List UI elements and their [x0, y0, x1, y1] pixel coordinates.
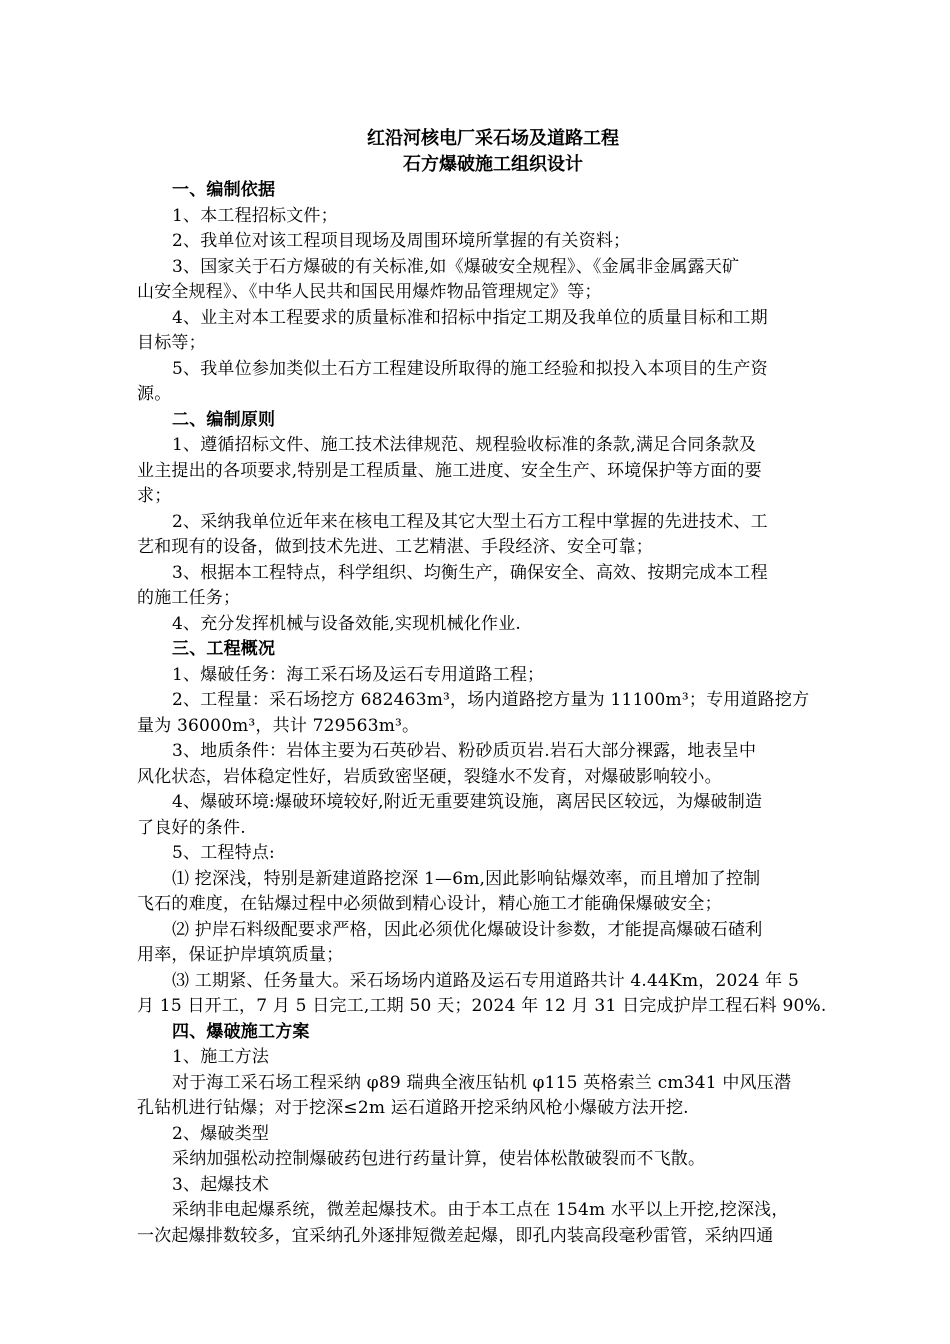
text-line: 3、起爆技术 [172, 1174, 270, 1195]
text-line: 一次起爆排数较多，宜采纳孔外逐排短微差起爆，即孔内装高段毫秒雷管，采纳四通 [137, 1225, 774, 1246]
text-line: 1、遵循招标文件、施工技术法律规范、规程验收标准的条款,满足合同条款及 [172, 435, 757, 455]
text-line: 飞石的难度，在钻爆过程中必须做到精心设计，精心施工才能确保爆破安全； [137, 894, 722, 914]
text-line: 的施工任务； [137, 588, 241, 608]
text-line: 2、采纳我单位近年来在核电工程及其它大型土石方工程中掌握的先进技术、工 [172, 511, 768, 532]
paragraph-lines [137, 178, 849, 1249]
text-line: 了良好的条件. [137, 817, 246, 838]
text-line: ⑶ 工期紧、任务量大。采石场场内道路及运石专用道路共计 4.44Km，2024 年 5 [172, 970, 799, 991]
text-line: 4、充分发挥机械与设备效能,实现机械化作业. [172, 613, 522, 634]
text-line: 1、爆破任务：海工采石场及运石专用道路工程； [172, 664, 545, 685]
text-line: 风化状态，岩体稳定性好，岩质致密坚硬，裂缝水不发育，对爆破影响较小。 [137, 766, 722, 787]
section-heading: 二、编制原则 [172, 409, 276, 430]
text-line: 业主提出的各项要求,特别是工程质量、施工进度、安全生产、环境保护等方面的要 [137, 460, 762, 481]
text-line: 求； [137, 486, 172, 506]
section-heading: 四、爆破施工方案 [172, 1021, 310, 1042]
text-line: 艺和现有的设备，做到技术先进、工艺精湛、手段经济、安全可靠； [137, 537, 653, 557]
text-line: 5、我单位参加类似土石方工程建设所取得的施工经验和拟投入本项目的生产资 [172, 358, 768, 379]
section-heading: 一、编制依据 [172, 180, 276, 200]
text-line: 2、我单位对该工程项目现场及周围环境所掌握的有关资料； [172, 231, 631, 251]
text-line: 4、业主对本工程要求的质量标准和招标中指定工期及我单位的质量目标和工期 [172, 307, 768, 328]
text-line: 3、根据本工程特点，科学组织、均衡生产，确保安全、高效、按期完成本工程 [172, 562, 768, 583]
text-line: 目标等； [137, 333, 206, 353]
text-line: 量为 36000m³，共计 729563m³。 [137, 715, 420, 736]
text-line: 1、本工程招标文件； [172, 205, 338, 226]
text-line: 2、工程量：采石场挖方 682463m³，场内道路挖方量为 11100m³；专用道路挖方 [172, 690, 810, 710]
text-line: 5、工程特点: [172, 843, 275, 863]
text-line: 4、爆破环境:爆破环境较好,附近无重要建筑设施，离居民区较远，为爆破制造 [172, 792, 763, 812]
document-subtitle: 石方爆破施工组织设计 [403, 154, 583, 175]
text-line: 2、爆破类型 [172, 1123, 270, 1144]
text-line: 对于海工采石场工程采纳 φ89 瑞典全液压钻机 φ115 英格索兰 cm341 中风压潜 [172, 1072, 792, 1093]
section-heading: 三、工程概况 [172, 639, 276, 659]
text-line: 1、施工方法 [172, 1047, 270, 1067]
text-line: 采纳非电起爆系统，微差起爆技术。由于本工点在 154m 水平以上开挖,挖深浅， [172, 1200, 789, 1220]
text-line: 山安全规程》、《中华人民共和国民用爆炸物品管理规定》等； [137, 282, 602, 302]
text-line: 3、地质条件：岩体主要为石英砂岩、粉砂质页岩.岩石大部分裸露，地表呈中 [172, 741, 757, 761]
document-body [137, 126, 849, 1249]
document-title: 红沿河核电厂采石场及道路工程 [367, 128, 619, 149]
text-line: 采纳加强松动控制爆破药包进行药量计算，使岩体松散破裂而不飞散。 [172, 1149, 706, 1169]
text-line: 用率，保证护岸填筑质量； [137, 945, 344, 965]
text-line: 3、国家关于石方爆破的有关标准,如《爆破安全规程》、《金属非金属露天矿 [172, 256, 740, 277]
text-line: 月 15 日开工，7 月 5 日完工,工期 50 天；2024 年 12 月 31 日完成护岸工程石料 90%. [137, 996, 827, 1016]
text-line: ⑵ 护岸石料级配要求严格，因此必须优化爆破设计参数，才能提高爆破石碴利 [172, 919, 763, 940]
text-line: ⑴ 挖深浅，特别是新建道路挖深 1—6m,因此影响钻爆效率，而且增加了控制 [172, 868, 761, 889]
text-line: 孔钻机进行钻爆；对于挖深≤2m 运石道路开挖采纳风枪小爆破方法开挖. [137, 1098, 689, 1118]
text-line: 源。 [137, 384, 172, 404]
